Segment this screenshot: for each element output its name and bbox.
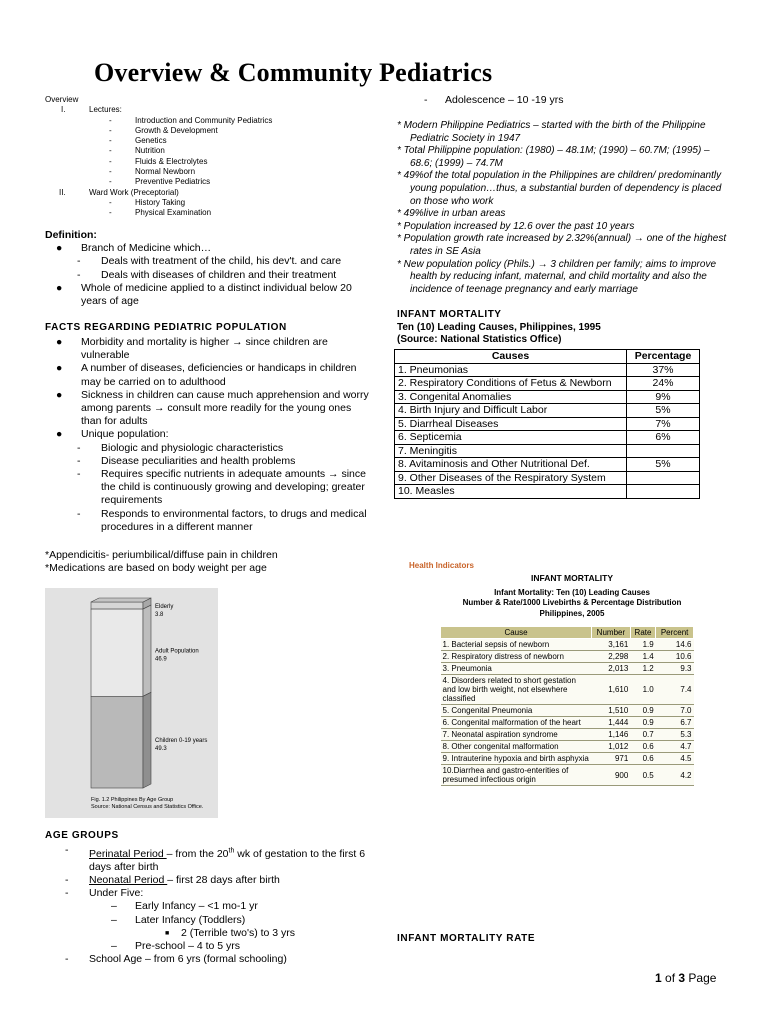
age-group-item: Neonatal Period – first 28 days after birth — [89, 873, 280, 886]
health-indicators-titles: INFANT MORTALITY Infant Mortality: Ten (10) Leading Causes Number & Rate/1000 Livebirths & Percentage Distribution Philippines, 2005 — [462, 573, 682, 618]
population-note: * Modern Philippine Pediatrics – started with the birth of the Philippine Pediatric Society in 1947 — [397, 120, 706, 144]
table-row: 9. Intrauterine hypoxia and birth asphyxia 971 0.6 4.5 — [442, 754, 692, 763]
infant-mortality-heading: INFANT MORTALITY Ten (10) Leading Causes, Philippines, 1995 (Source: National Statistics Office) — [397, 309, 601, 345]
population-note: * 49%live in urban areas — [397, 208, 506, 220]
definition-subitem: Deals with diseases of children and their treatment — [101, 268, 337, 281]
note-line: *Appendicitis- periumbilical/diffuse pain in children — [45, 549, 278, 561]
table-row: 5. Congenital Pneumonia 1,510 0.9 7.0 — [442, 706, 692, 715]
outline-subitem: Introduction and Community Pediatrics — [135, 115, 273, 125]
population-note: * Population increased by 12.6 over the past 10 years — [397, 220, 635, 232]
outline-item: Lectures: — [89, 105, 122, 115]
page-title: Overview & Community Pediatrics — [94, 58, 493, 87]
table-row: 10. Measles — [395, 485, 700, 499]
definition-heading: Definition: — [45, 229, 97, 241]
table-row: 5. Diarrheal Diseases 7% — [395, 417, 700, 431]
population-note: * 49%of the total population in the Philippines are children/ predominantly young population…thus, a substantial burden of dependency is placed on those who work — [397, 170, 722, 207]
outline-subitem: Genetics — [135, 136, 167, 146]
definition-bullet: Whole of medicine applied to a distinct individual below 20 years of age — [81, 281, 352, 308]
column-header: Number — [592, 627, 631, 639]
outline-item: Ward Work (Preceptorial) — [89, 187, 179, 197]
outline-subitem: Nutrition — [135, 146, 165, 156]
facts-subitem: Requires specific nutrients in adequate amounts → since the child is continuously growing and developing; greater requirements — [101, 468, 366, 507]
facts-section: ● Morbidity and mortality is higher → since children are vulnerable ● A number of diseases, deficiencies or handicaps in children may be carried on to adulthood ● Sickness in children can cause much apprehension and worry among parents → consult more readily for the young ones than for adults ● Unique population: - Biologic and physiologic characteristics - Disease peculiarities and health problems - Requires specific nutrients in adequate amounts → since the child is continuously growing and developing; greater requirements - Responds to environmental factors, to drugs and medical procedures in a different manner — [56, 336, 369, 533]
definition-subitem: Deals with treatment of the child, his dev't. and care — [101, 255, 342, 268]
bar-segment-1 — [91, 609, 143, 696]
facts-bullet: A number of diseases, deficiencies or handicaps in children may be carried on to adulthood — [81, 362, 357, 388]
table-row: 2. Respiratory Conditions of Fetus & Newborn 24% — [395, 377, 700, 391]
data-label: 49.3 — [155, 746, 167, 753]
health-indicators-label: Health Indicators — [409, 561, 474, 570]
outline-subitem: Physical Examination — [135, 208, 212, 218]
chart-caption: Fig. 1.2 Philippines By Age Group — [91, 797, 174, 803]
overview-outline: Overview I. Lectures: - Introduction and Community Pediatrics - Growth & Development - Genetics - Nutrition - Fluids & Electrolytes - Normal Newborn - Preventive Pediatrics II. Ward Work (Preceptorial) - History Taking - Physical Examination — [45, 95, 345, 219]
column-header: Cause — [441, 627, 592, 639]
table-row: 1. Pneumonias 37% — [395, 363, 700, 377]
outline-subitem: History Taking — [135, 197, 186, 207]
page-footer: 1 of 3 Page — [655, 971, 717, 985]
outline-subitem: Normal Newborn — [135, 167, 196, 177]
adolescence-item: - Adolescence – 10 -19 yrs — [424, 94, 564, 106]
table-row: 8. Avitaminosis and Other Nutritional Def. 5% — [395, 458, 700, 472]
facts-bullet: Unique population: — [81, 428, 169, 441]
population-note: * Population growth rate increased by 2.32%(annual) → one of the highest rates in SE Asia — [397, 233, 727, 257]
facts-bullet: Sickness in children can cause much apprehension and worry among parents → consult more readily for the young ones than for adults — [81, 388, 369, 428]
column-header: Rate — [630, 627, 655, 639]
table-row: 3. Congenital Anomalies 9% — [395, 390, 700, 404]
age-group-item: School Age – from 6 yrs (formal schooling) — [89, 953, 287, 966]
chart-caption: Source: National Census and Statistics Office. — [91, 804, 204, 810]
data-label: 46.9 — [155, 656, 167, 663]
page-total: 3 — [678, 971, 686, 985]
table-row: 3. Pneumonia 2,013 1.2 9.3 — [442, 664, 692, 673]
age-group-item: Perinatal Period – from the 20th wk of gestation to the first 6 days after birth — [89, 847, 366, 873]
outline-num: II. — [59, 187, 66, 197]
table-row: 6. Septicemia 6% — [395, 431, 700, 445]
table-row: 2. Respiratory distress of newborn 2,298 1.4 10.6 — [442, 652, 692, 661]
facts-subitem: Disease peculiarities and health problems — [101, 454, 296, 467]
facts-subitem: Responds to environmental factors, to drugs and medical procedures in a different manner — [101, 507, 367, 533]
definition-section: Definition: ● Branch of Medicine which… - Deals with treatment of the child, his dev't. and care - Deals with diseases of children and their treatment ● Whole of medicine applied to a distinct individual below 20 years of age — [45, 229, 370, 308]
category-label: Elderly — [155, 604, 174, 610]
table-row: 4. Disorders related to short gestation and low birth weight, not elsewhere classified 1,610 1.0 7.4 — [442, 676, 692, 703]
outline-subitem: Growth & Development — [135, 125, 218, 135]
population-note: * New population policy (Phils.) → 3 children per family; aims to improve health by reducing infant, maternal, and child mortality and also the incidence of teenage pregnancy and early marriage — [397, 258, 717, 295]
facts-bullet: Morbidity and mortality is higher → since children are vulnerable — [81, 336, 328, 362]
bar-side-1 — [143, 605, 151, 696]
bar-segment-2 — [91, 696, 143, 788]
outline-subitem: Fluids & Electrolytes — [135, 156, 208, 166]
age-groups-section: - Perinatal Period – from the 20th wk of gestation to the first 6 days after birth - Neonatal Period – first 28 days after birth - Under Five: – Early Infancy – <1 mo-1 yr – Later Infancy (Toddlers) ■ 2 (Terrible two's) to 3 yrs – Pre-school – 4 to 5 yrs - School Age – from 6 yrs (formal schooling) — [65, 844, 366, 966]
column-header: Causes — [395, 350, 627, 364]
bar-top — [91, 598, 151, 602]
table-row: 10.Diarrhea and gastro-enterities of presumed infectious origin 900 0.5 4.2 — [442, 766, 692, 784]
definition-bullet: Branch of Medicine which… — [81, 242, 212, 255]
infant-mortality-rate-heading: INFANT MORTALITY RATE — [397, 933, 536, 944]
page-current: 1 — [655, 971, 662, 985]
health-indicators-table — [440, 626, 694, 786]
age-group-subitem: 2 (Terrible two's) to 3 yrs — [181, 926, 296, 939]
table-row: 1. Bacterial sepsis of newborn 3,161 1.9 14.6 — [442, 640, 692, 649]
infant-mortality-table — [394, 349, 700, 499]
table-row: 7. Neonatal aspiration syndrome 1,146 0.7 5.3 — [442, 730, 692, 739]
facts-heading: FACTS REGARDING PEDIATRIC POPULATION — [45, 322, 287, 333]
table-row: 9. Other Diseases of the Respiratory System — [395, 471, 700, 485]
table-row: 6. Congenital malformation of the heart 1,444 0.9 6.7 — [442, 718, 692, 727]
column-header: Percent — [656, 627, 694, 639]
category-label: Children 0-19 years — [155, 738, 208, 745]
column-header: Percentage — [627, 350, 700, 364]
facts-subitem: Biologic and physiologic characteristics — [101, 441, 284, 454]
age-group-subitem: Pre-school – 4 to 5 yrs — [135, 939, 241, 952]
table-row: 4. Birth Injury and Difficult Labor 5% — [395, 404, 700, 418]
population-notes — [397, 120, 732, 296]
population-note: * Total Philippine population: (1980) – 48.1M; (1990) – 60.7M; (1995) – 68.6; (1999) – 74.7M — [397, 145, 710, 169]
note-line: *Medications are based on body weight per age — [45, 562, 267, 575]
age-groups-heading: AGE GROUPS — [45, 830, 119, 841]
category-label: Adult Population — [155, 648, 199, 655]
age-group-subitem: Early Infancy – <1 mo-1 yr — [135, 900, 258, 913]
table-row: 7. Meningitis — [395, 444, 700, 458]
outline-subitem: Preventive Pediatrics — [135, 177, 211, 187]
table-row: 8. Other congenital malformation 1,012 0.6 4.7 — [442, 742, 692, 751]
notes — [45, 549, 375, 575]
bar-side-2 — [143, 692, 151, 788]
outline-heading: Overview — [45, 95, 79, 104]
bar-segment-0 — [91, 602, 143, 609]
data-label: 3.8 — [155, 612, 164, 618]
age-group-chart-svg — [45, 588, 218, 818]
outline-num: I. — [61, 105, 66, 115]
age-group-chart — [45, 588, 218, 818]
age-group-subitem: Later Infancy (Toddlers) — [135, 913, 246, 926]
age-group-item: Under Five: — [89, 887, 144, 900]
